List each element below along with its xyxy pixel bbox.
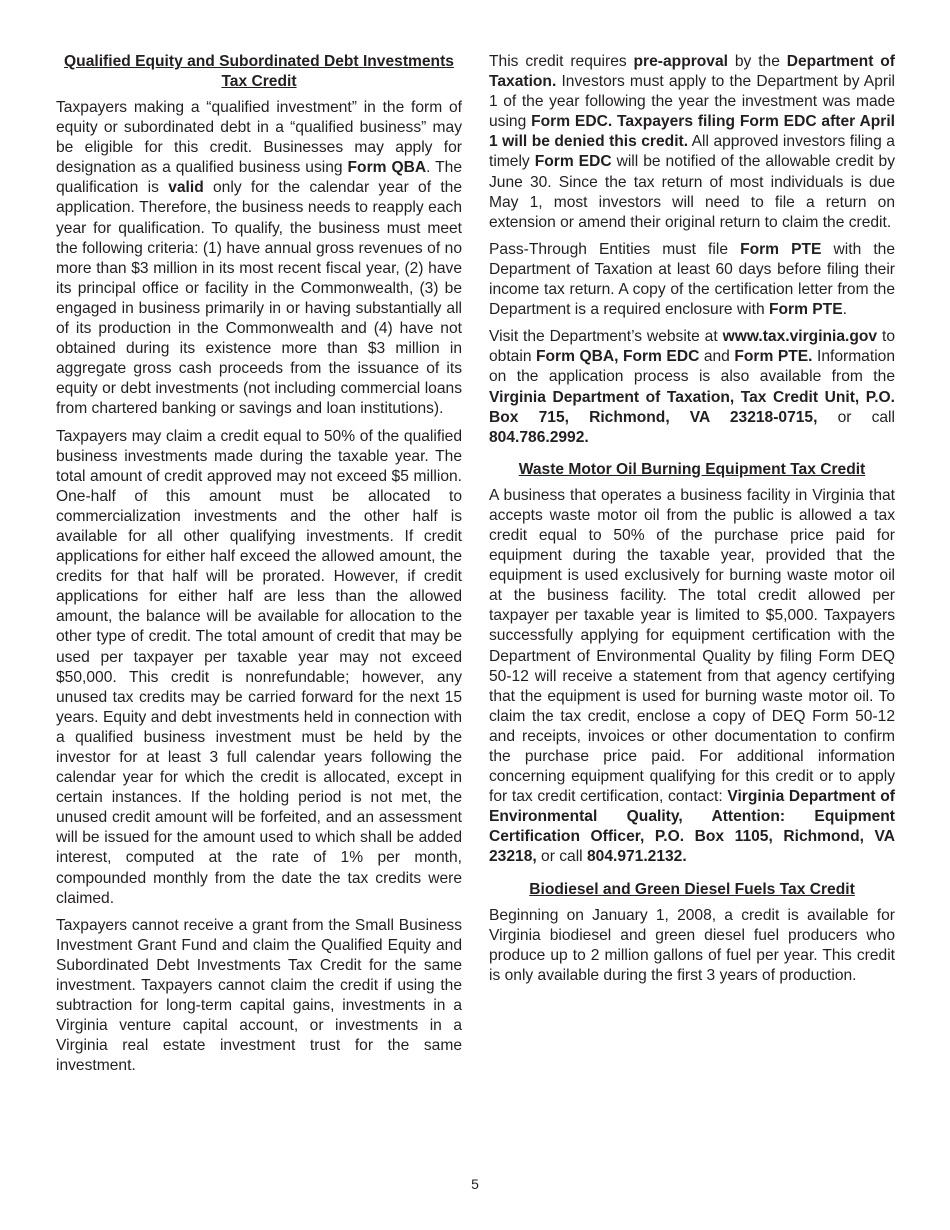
text: will be notified of the allowable credit by June 30. Since the tax return of most individuals is due May 1, most investors will need to file a return on extension or amend their original return to claim the credit. [489, 153, 895, 231]
text: Taxpayers cannot receive a grant from the Small Business Investment Grant Fund and claim the Qualified Equity and Subordinated Debt Investments Tax Credit for the same investment. Taxpayers cannot claim the credit if using the subtraction for long-term capital gains, investments in a Virginia venture capital account, or investments in a Virginia real estate investment trust for the same investment. [56, 916, 462, 1075]
paragraph-group [56, 98, 462, 1077]
text: Pass-Through Entities must file [489, 240, 741, 258]
text: A business that operates a business facility in Virginia that accepts waste motor oil from the public is allowed a tax credit equal to 50% of the purchase price paid for equipment during the taxable year, provided that the equipment is used exclusively for burning waste motor oil at the business facility. The total credit allowed per taxpayer per taxable year is limited to $5,000. Taxpayers successfully applying for equipment certification with the Department of Environmental Quality by filing Form DEQ 50-12 will receive a statement from that agency certifying that the equipment is used for burning waste motor oil. To claim the tax credit, enclose a copy of DEQ Form 50-12 and receipts, invoices or other documentation to confirm the purchase price paid. For additional information concerning equipment qualifying for this credit or to apply for tax credit certification, contact: [489, 486, 895, 806]
bold-text: Form EDC [534, 153, 612, 171]
bold-text: www.tax.virginia.gov [722, 328, 878, 346]
paragraph [489, 327, 895, 448]
text: Taxpayers making a “qualified investment” in the form of equity or subordinated debt in a “qualified business” may be eligible for this credit. Businesses may apply for designation as a qualified business using [56, 99, 462, 177]
text: . The qualification is [56, 159, 462, 197]
bold-text: Form QBA [347, 159, 427, 177]
text: or call [536, 848, 587, 866]
heading-biodiesel: Biodiesel and Green Diesel Fuels Tax Credit [529, 880, 855, 898]
text: Beginning on January 1, 2008, a credit is available for Virginia biodiesel and green diesel fuel producers who produce up to 2 million gallons of fuel per year. This credit is only available during the first 3 years of production. [489, 906, 895, 984]
bold-text: Form EDC. Taxpayers filing Form EDC after April 1 will be denied this credit. [489, 113, 895, 151]
paragraph [56, 916, 462, 1077]
paragraph [489, 52, 895, 233]
text: by the [728, 53, 787, 70]
paragraph [56, 427, 462, 909]
bold-text: Form PTE [768, 301, 843, 319]
text: only for the calendar year of the application. Therefore, the business needs to reapply each year for qualification. To qualify, the business must meet the following criteria: (1) have annual gross revenues of no more than $3 million in its most recent fiscal year, (2) have its principal office or facility in the Commonwealth, (3) be engaged in business primarily in or having substantially all of its production in the Commonwealth and (4) have not obtained during its existence more than $3 million in aggregate gross cash proceeds from the issuance of its equity or debt investments (not including commercial loans from chartered banking or savings and loan institutions). [56, 179, 463, 418]
text: This credit requires [489, 53, 634, 70]
bold-text: Form PTE. [734, 348, 813, 366]
paragraph-group [489, 52, 895, 448]
left-column [56, 52, 462, 1084]
text: to obtain [489, 328, 895, 366]
bold-text: valid [168, 179, 204, 197]
bold-text: Virginia Department of Taxation, Tax Credit Unit, P.O. Box 715, Richmond, VA 23218-0715, [489, 388, 895, 426]
paragraph [56, 98, 462, 420]
bold-text: Form QBA, Form EDC [535, 348, 700, 366]
right-column [489, 52, 895, 993]
text: and [699, 348, 735, 366]
text: Taxpayers may claim a credit equal to 50% of the qualified business investments made during the taxable year. The total amount of credit approved may not exceed $5 million. One-half of this amount must be allocated to commercialization investments and the other half is available for all other qualifying investments. If credit applications for either half exceed the allowed amount, the credits for that half will be prorated. However, if credit applications for either half are less than the allowed amount, the balance will be available for allocation to the other type of credit. The total amount of credit that may be used per taxpayer per taxable year may not exceed $50,000. This credit is nonrefundable; however, any unused tax credits may be carried forward for the next 15 years. Equity and debt investments held in connection with a qualified business investment must be held by the investor for at least 3 full calendar years following the calendar year for which the credit is allocated, except in certain instances. If the holding period is not met, the unused credit amount will be forfeited, and an assessment will be issued for the amount used to which shall be added interest, computed at the rate of 1% per month, compounded monthly from the date the tax credits were claimed. [56, 427, 462, 907]
heading-qualified-equity: Qualified Equity and Subordinated Debt Investments Tax Credit [64, 53, 454, 90]
paragraph [489, 240, 895, 320]
text: or call [817, 408, 895, 426]
text: . [842, 301, 847, 319]
text: Visit the Department’s website at [489, 328, 723, 346]
bold-text: pre-approval [633, 53, 728, 70]
bold-text: Virginia Department of Environmental Quality, Attention: Equipment Certification Officer, P.O. Box 1105, Richmond, VA 23218, [489, 788, 895, 866]
bold-text: Department of Taxation. [489, 53, 895, 91]
paragraph [489, 906, 895, 986]
heading-waste-motor-oil: Waste Motor Oil Burning Equipment Tax Credit [518, 460, 866, 478]
paragraph-group [489, 906, 895, 986]
paragraph-group [489, 486, 895, 868]
text: Investors must apply to the Department by April 1 of the year following the year the investment was made using [489, 73, 895, 131]
text: All approved investors filing a timely [489, 133, 895, 171]
page-number: 5 [471, 1176, 479, 1192]
paragraph [489, 486, 895, 868]
bold-text: 804.971.2132. [586, 848, 687, 866]
bold-text: 804.786.2992. [489, 428, 589, 446]
bold-text: Form PTE [740, 240, 822, 258]
text: with the Department of Taxation at least 60 days before filing their income tax return. A copy of the certification letter from the Department is a required enclosure with [489, 240, 895, 319]
text: Information on the application process is also available from the [489, 348, 895, 386]
